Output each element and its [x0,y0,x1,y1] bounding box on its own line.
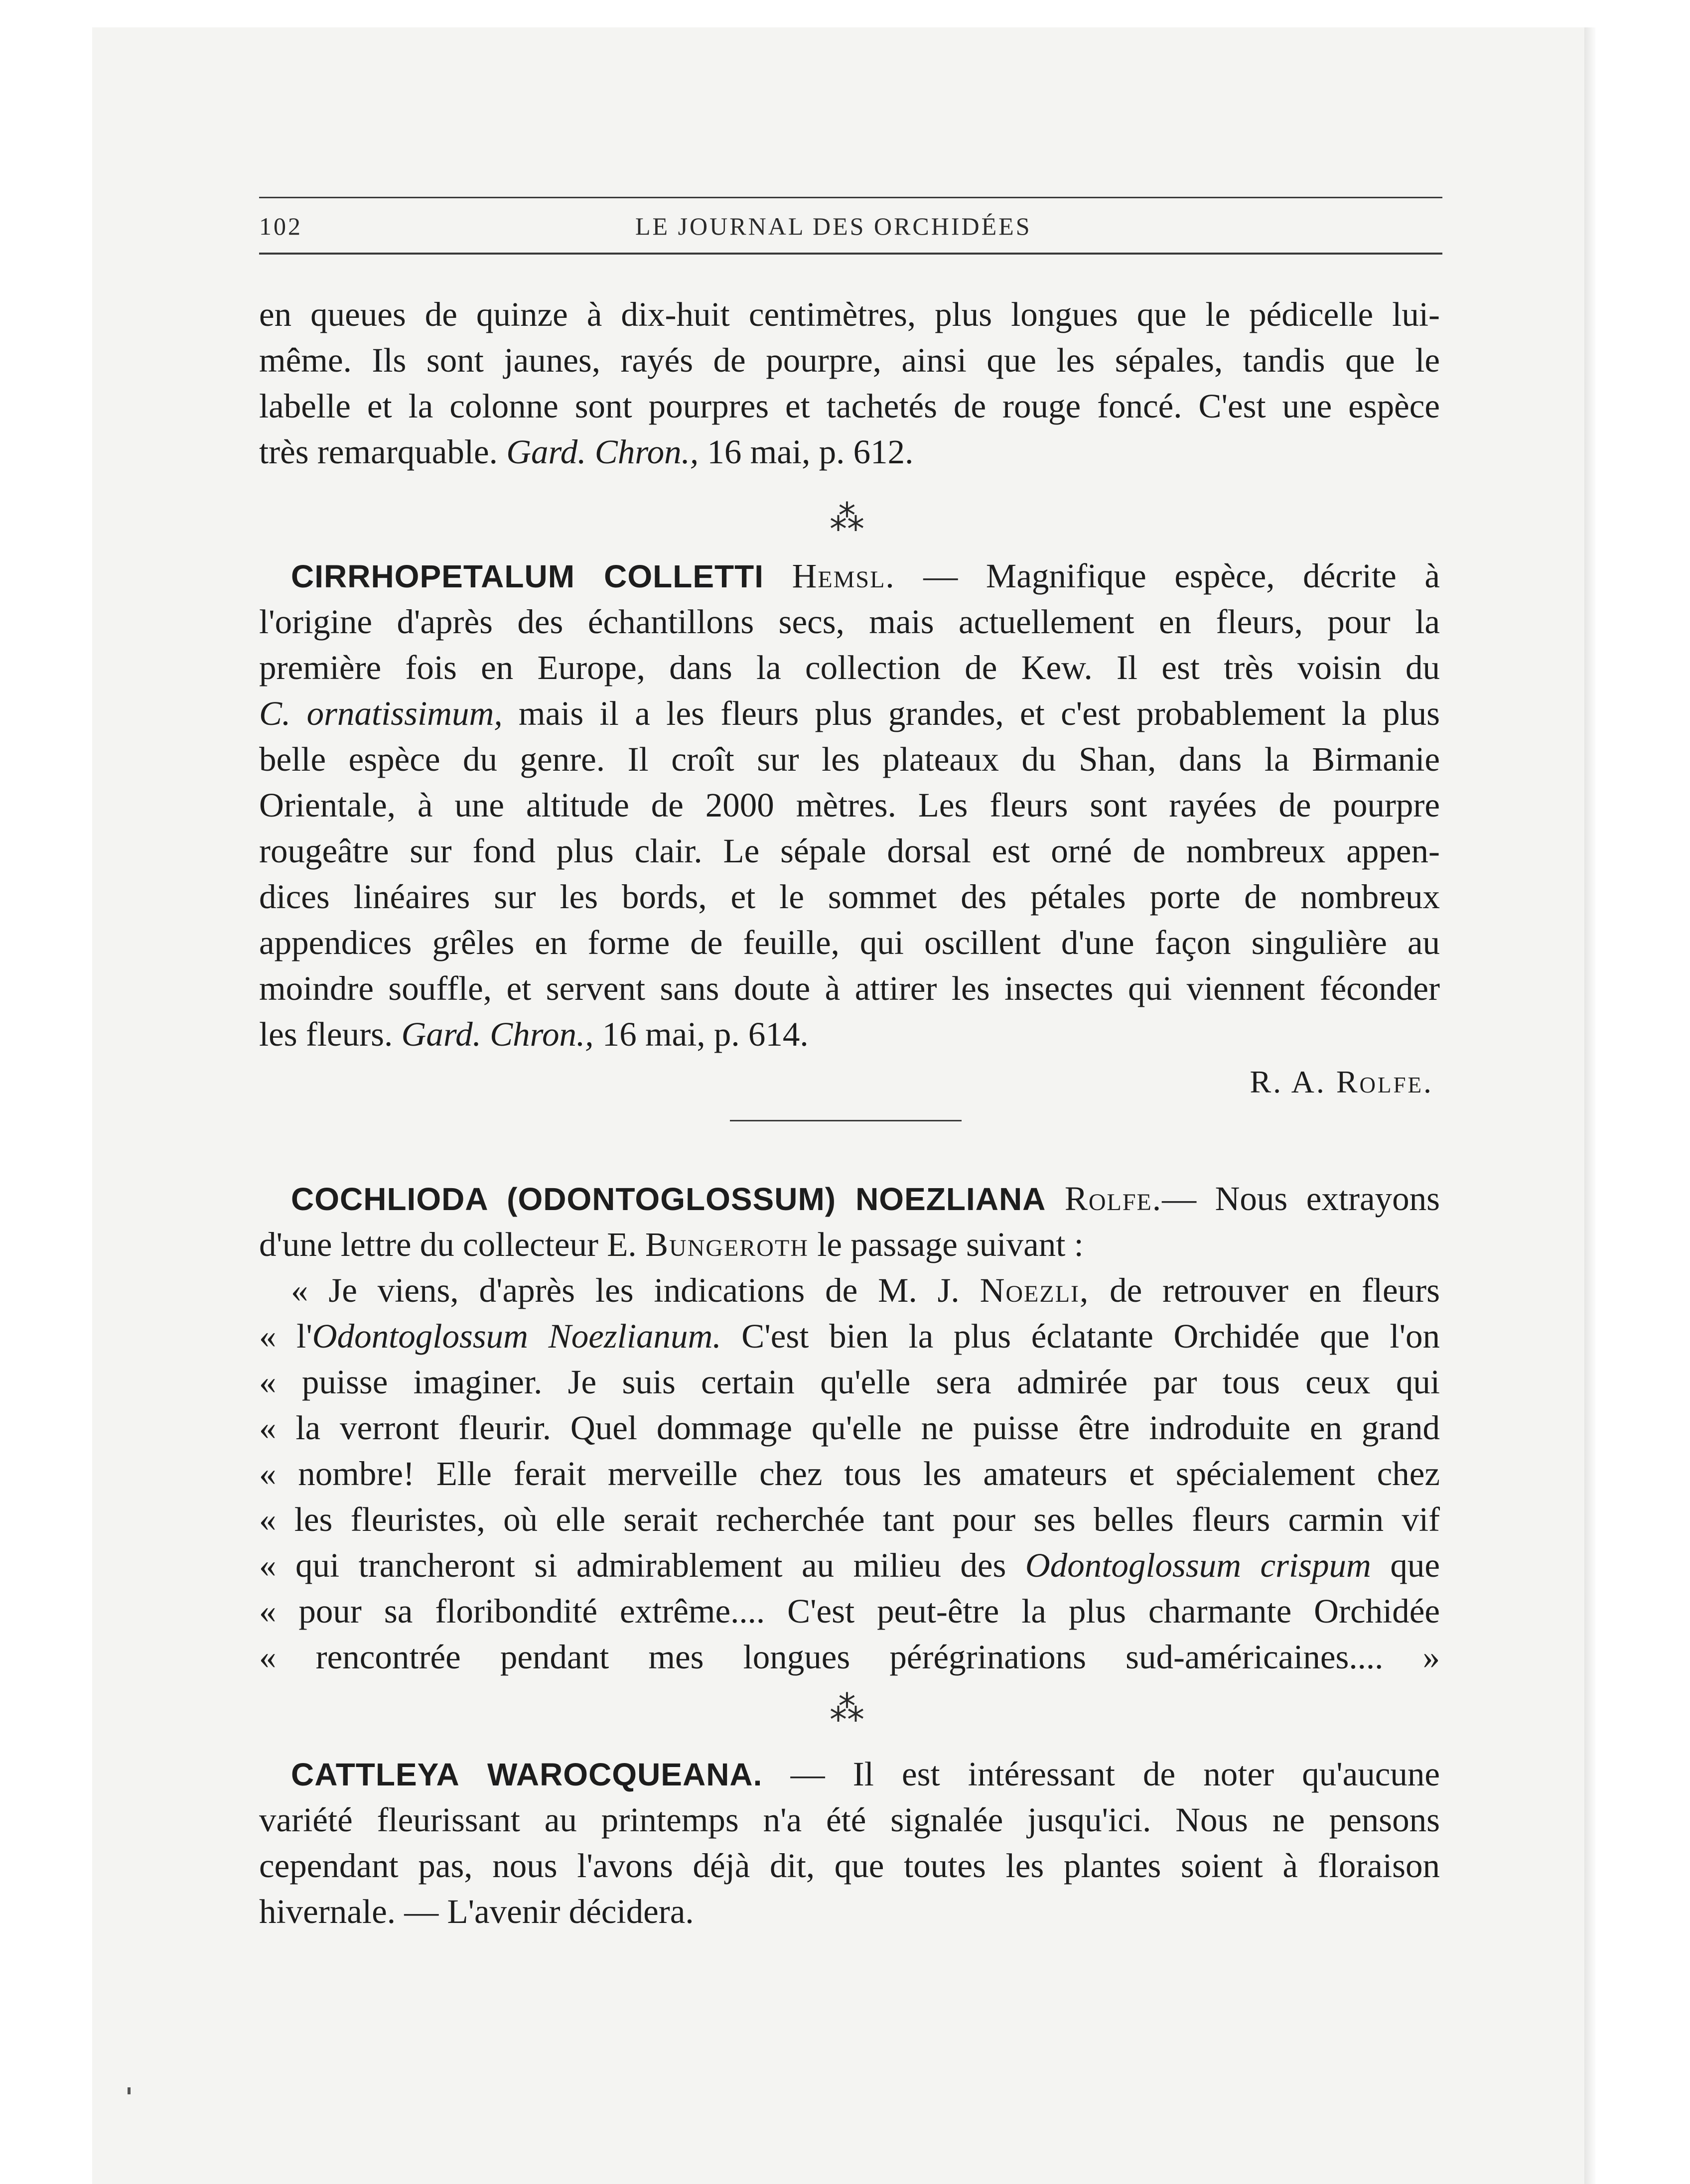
text-fragment: « Je viens, d'après les indications de M. J. [291,1271,980,1309]
person-name: Noezli, [980,1271,1090,1309]
author-signature: R. A. Rolfe. [1250,1064,1433,1099]
running-title: LE JOURNAL DES ORCHIDÉES [635,212,1032,240]
text-fragment: les fleurs. [259,1015,402,1053]
text-line: hivernale. — L'avenir décidera. [259,1893,694,1930]
text-line: rougeâtre sur fond plus clair. Le sépale dorsal est orné de nombreux appen- [259,832,1440,870]
species-heading: CATTLEYA WAROCQUEANA. [291,1757,763,1792]
species-name: C. ornatissimum, [259,694,503,732]
text-fragment: — Il est intéressant de noter qu'aucune [762,1755,1440,1793]
text-fragment: très remarquable. [259,433,507,471]
text-line: Orientale, à une altitude de 2000 mètres. Les fleurs sont rayées de pourpre [259,786,1440,824]
citation: Gard. Chron., [506,433,699,471]
quote-line: « la verront fleurir. Quel dommage qu'elle ne puisse être indroduite en grand [259,1409,1440,1447]
page-number: 102 [259,212,302,240]
species-heading: COCHLIODA (ODONTOGLOSSUM) NOEZLIANA [291,1181,1046,1217]
page-edge [1584,27,1595,2184]
text-fragment: C'est bien la plus éclatante Orchidée que l'on [721,1317,1440,1355]
entry-heading-line [259,553,1440,599]
text-line [259,1011,1440,1057]
quote-line: « puisse imaginer. Je suis certain qu'elle sera admirée par tous ceux qui [259,1363,1440,1401]
text-fragment: que [1371,1546,1440,1584]
quote-line: « nombre! Elle ferait merveille chez tous les amateurs et spécialement chez [259,1455,1440,1493]
text-fragment: 16 mai, p. 612. [699,433,914,471]
margin-mark [128,2087,131,2094]
quote-line [259,1313,1440,1359]
header-rule-top [259,197,1442,198]
text-line: variété fleurissant au printemps n'a été signalée jusqu'ici. Nous ne pensons [259,1801,1440,1839]
cochlioda-entry [259,1176,1440,1680]
text-fragment: de retrouver en fleurs [1089,1271,1440,1309]
quote-line [259,1267,1440,1313]
quote-line: « pour sa floribondité extrême.... C'est peut-être la plus charmante Orchidée [259,1592,1440,1630]
text-line: première fois en Europe, dans la collection de Kew. Il est très voisin du [259,649,1440,686]
header-rule-bottom [259,253,1442,255]
author-name: Rolfe. [1064,1180,1162,1218]
author-name: Hemsl. [792,557,895,595]
species-heading: CIRRHOPETALUM COLLETTI [291,558,764,594]
text-line [259,429,1440,475]
text-line: cependant pas, nous l'avons déjà dit, que toutes les plantes soient à floraison [259,1847,1440,1885]
text-fragment: « l' [259,1317,312,1355]
text-fragment: — Magnifique espèce, décrite à [895,557,1440,595]
quote-line: « les fleuristes, où elle serait recherchée tant pour ses belles fleurs carmin vif [259,1501,1440,1538]
text-line: appendices grêles en forme de feuille, qui oscillent d'une façon singulière au [259,924,1440,961]
asterism-separator: ⁂ [830,498,864,539]
cattleya-entry [259,1751,1440,1934]
text-fragment: le passage suivant : [808,1226,1084,1263]
citation: Gard. Chron., [401,1015,594,1053]
asterism-separator: ⁂ [830,1688,864,1729]
cirrhopetalum-entry [259,553,1440,1057]
text-line [259,690,1440,736]
text-line: l'origine d'après des échantillons secs, mais actuellement en fleurs, pour la [259,603,1440,641]
text-fragment: 16 mai, p. 614. [593,1015,809,1053]
quote-line [259,1542,1440,1588]
text-line: belle espèce du genre. Il croît sur les plateaux du Shan, dans la Birmanie [259,740,1440,778]
entry-heading-line [259,1176,1440,1222]
text-fragment: d'une lettre du collecteur E. [259,1226,645,1263]
text-line: même. Ils sont jaunes, rayés de pourpre, ainsi que les sépales, tandis que le [259,341,1440,379]
text-fragment: « qui trancheront si admirablement au milieu des [259,1546,1025,1584]
species-name: Odontoglossum Noezlianum. [312,1317,721,1355]
text-line: labelle et la colonne sont pourpres et tachetés de rouge foncé. C'est une espèce [259,387,1440,425]
person-name: Bungeroth [645,1226,809,1263]
text-line: en queues de quinze à dix-huit centimètres, plus longues que le pédicelle lui- [259,295,1440,333]
entry-heading-line [259,1751,1440,1797]
intro-paragraph [259,291,1440,475]
text-line: dices linéaires sur les bords, et le sommet des pétales porte de nombreux [259,878,1440,916]
section-divider [730,1120,962,1121]
quote-line: « rencontrée pendant mes longues pérégrinations sud-américaines.... » [259,1638,1440,1676]
text-fragment: — Nous extrayons [1162,1180,1440,1218]
text-line [259,1222,1440,1267]
text-fragment: mais il a les fleurs plus grandes, et c'est probablement la plus [502,694,1440,732]
species-name: Odontoglossum crispum [1025,1546,1371,1584]
text-line: moindre souffle, et servent sans doute à attirer les insectes qui viennent féconder [259,969,1440,1007]
